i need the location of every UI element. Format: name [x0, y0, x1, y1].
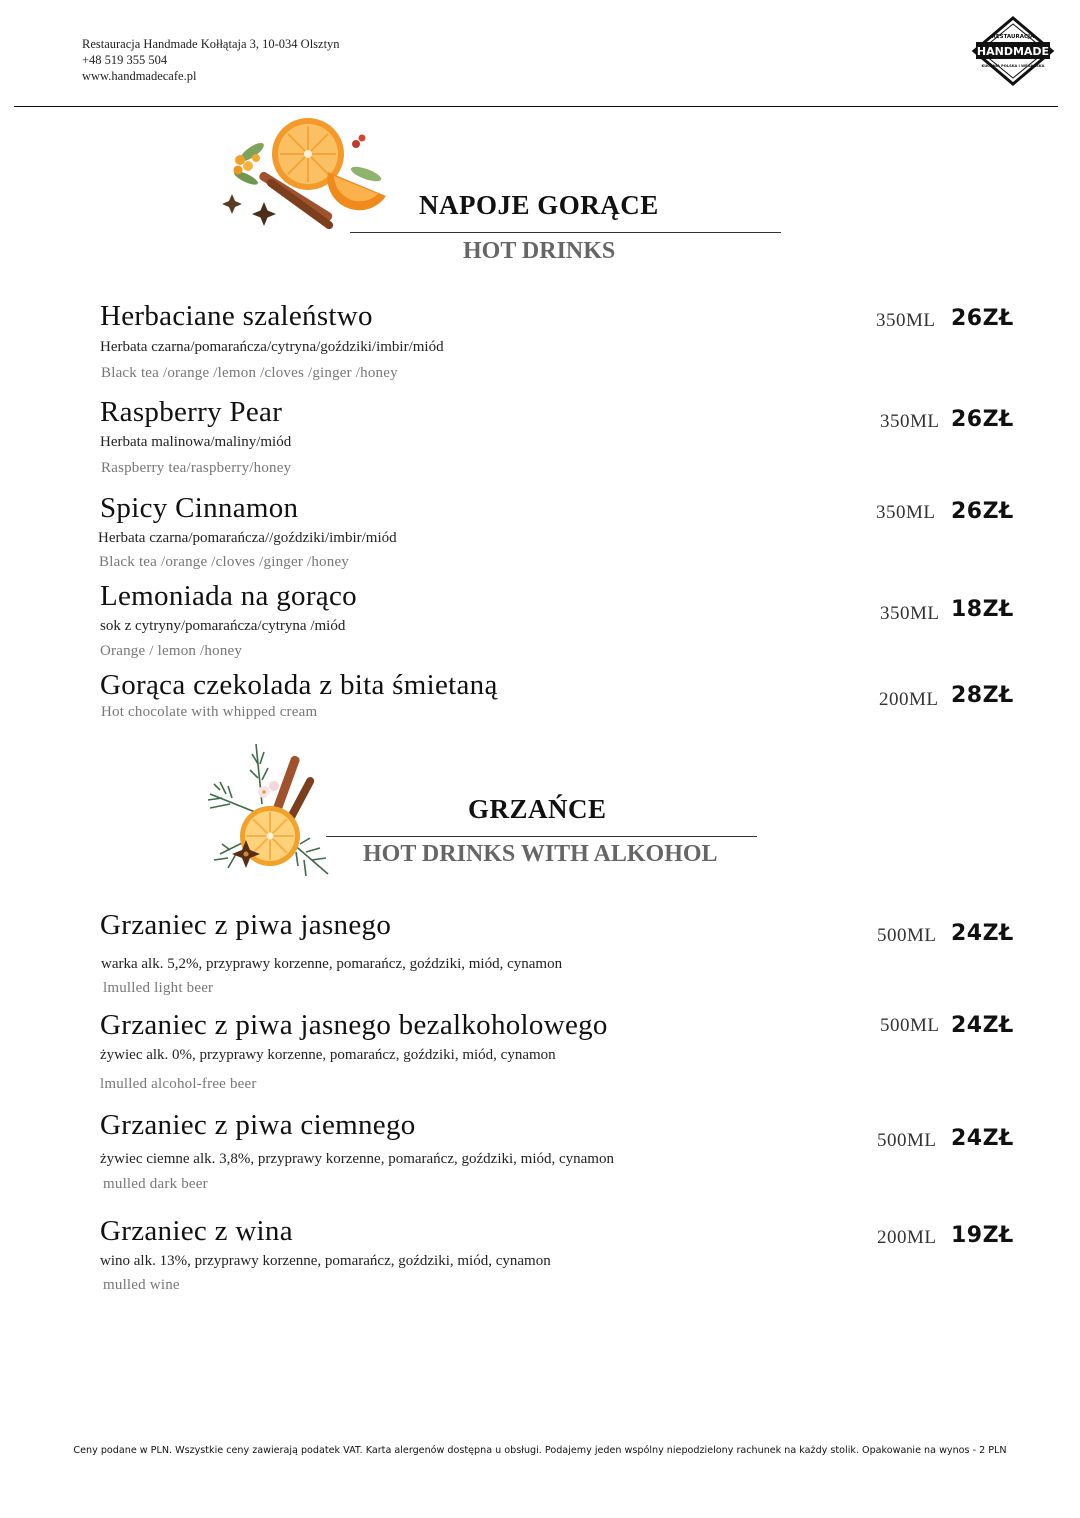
item-name: Spicy Cinnamon	[100, 492, 299, 524]
item-volume: 200ML	[879, 689, 939, 710]
section-subtitle-grzance: HOT DRINKS WITH ALKOHOL	[363, 841, 718, 867]
item-volume: 350ML	[876, 310, 936, 331]
item-description-en: lmulled light beer	[103, 980, 214, 996]
item-price: 28ZŁ	[951, 683, 1014, 708]
item-price: 26ZŁ	[951, 407, 1014, 432]
item-volume: 500ML	[877, 925, 937, 946]
section-title-hot-drinks: NAPOJE GORĄCE	[419, 190, 659, 220]
item-volume: 350ML	[880, 603, 940, 624]
item-price: 24ZŁ	[951, 1126, 1014, 1151]
item-name: Grzaniec z piwa ciemnego	[100, 1109, 416, 1141]
item-price: 26ZŁ	[951, 499, 1014, 524]
item-name: Grzaniec z wina	[100, 1215, 293, 1247]
item-description-pl: żywiec alk. 0%, przyprawy korzenne, pomarańcz, goździki, miód, cynamon	[100, 1047, 556, 1063]
item-description-en: Black tea /orange /cloves /ginger /honey	[99, 554, 349, 570]
item-price: 19ZŁ	[951, 1223, 1014, 1248]
item-name: Raspberry Pear	[100, 396, 283, 428]
logo-bottom-text: KUCHNIA POLSKA I WEGAŃSKA	[981, 64, 1045, 68]
section-divider	[326, 836, 757, 837]
section-subtitle-hot-drinks: HOT DRINKS	[463, 238, 616, 264]
item-price: 26ZŁ	[951, 306, 1014, 331]
item-description-en: mulled wine	[103, 1277, 180, 1293]
item-volume: 350ML	[876, 502, 936, 523]
orange-pine-anise-illustration	[200, 734, 334, 884]
logo-name: HANDMADE	[976, 45, 1050, 58]
item-description-en: Black tea /orange /lemon /cloves /ginger /honey	[101, 365, 398, 381]
item-name: Herbaciane szaleństwo	[100, 300, 373, 332]
item-description-pl: Herbata malinowa/maliny/miód	[100, 434, 292, 450]
item-description-pl: Herbata czarna/pomarańcza//goździki/imbir/miód	[98, 530, 397, 546]
item-name: Grzaniec z piwa jasnego bezalkoholowego	[100, 1009, 608, 1041]
handmade-logo	[970, 16, 1056, 86]
address-text: Restauracja Handmade Kołłątaja 3, 10-034 Olsztyn	[82, 37, 340, 51]
item-volume: 500ML	[880, 1015, 940, 1036]
logo-top-text: RESTAURACJA	[991, 34, 1035, 40]
orange-cinnamon-illustration	[216, 114, 396, 250]
item-description-pl: żywiec ciemne alk. 3,8%, przyprawy korzenne, pomarańcz, goździki, miód, cynamon	[100, 1151, 614, 1167]
footer-note: Ceny podane w PLN. Wszystkie ceny zawierają podatek VAT. Karta alergenów dostępna u obsługi. Podajemy jeden wspólny niepodzielony rachunek na każdy stolik. Opakowanie na wynos - 2 PLN	[73, 1445, 1007, 1456]
restaurant-info	[82, 36, 340, 84]
item-description-en: Orange / lemon /honey	[100, 643, 243, 659]
item-description-en: Raspberry tea/raspberry/honey	[101, 460, 292, 476]
section-divider	[350, 232, 781, 233]
item-name: Gorąca czekolada z bita śmietaną	[100, 669, 498, 701]
item-description-pl: warka alk. 5,2%, przyprawy korzenne, pomarańcz, goździki, miód, cynamon	[101, 956, 563, 972]
header-divider	[14, 106, 1058, 107]
item-name: Grzaniec z piwa jasnego	[100, 909, 392, 941]
item-description-en: Hot chocolate with whipped cream	[101, 704, 318, 720]
section-title-grzance: GRZAŃCE	[468, 794, 607, 824]
item-name: Lemoniada na gorąco	[100, 580, 357, 612]
item-price: 24ZŁ	[951, 921, 1014, 946]
phone-text: +48 519 355 504	[82, 53, 168, 67]
item-description-pl: wino alk. 13%, przyprawy korzenne, pomarańcz, goździki, miód, cynamon	[100, 1253, 551, 1269]
item-description-en: lmulled alcohol-free beer	[100, 1076, 257, 1092]
item-volume: 200ML	[877, 1227, 937, 1248]
item-price: 18ZŁ	[951, 597, 1014, 622]
website-link[interactable]: www.handmadecafe.pl	[82, 69, 197, 83]
item-description-pl: sok z cytryny/pomarańcza/cytryna /miód	[100, 618, 346, 634]
item-volume: 500ML	[877, 1130, 937, 1151]
item-volume: 350ML	[880, 411, 940, 432]
item-description-en: mulled dark beer	[103, 1176, 208, 1192]
item-description-pl: Herbata czarna/pomarańcza/cytryna/goździki/imbir/miód	[100, 339, 444, 355]
item-price: 24ZŁ	[951, 1013, 1014, 1038]
